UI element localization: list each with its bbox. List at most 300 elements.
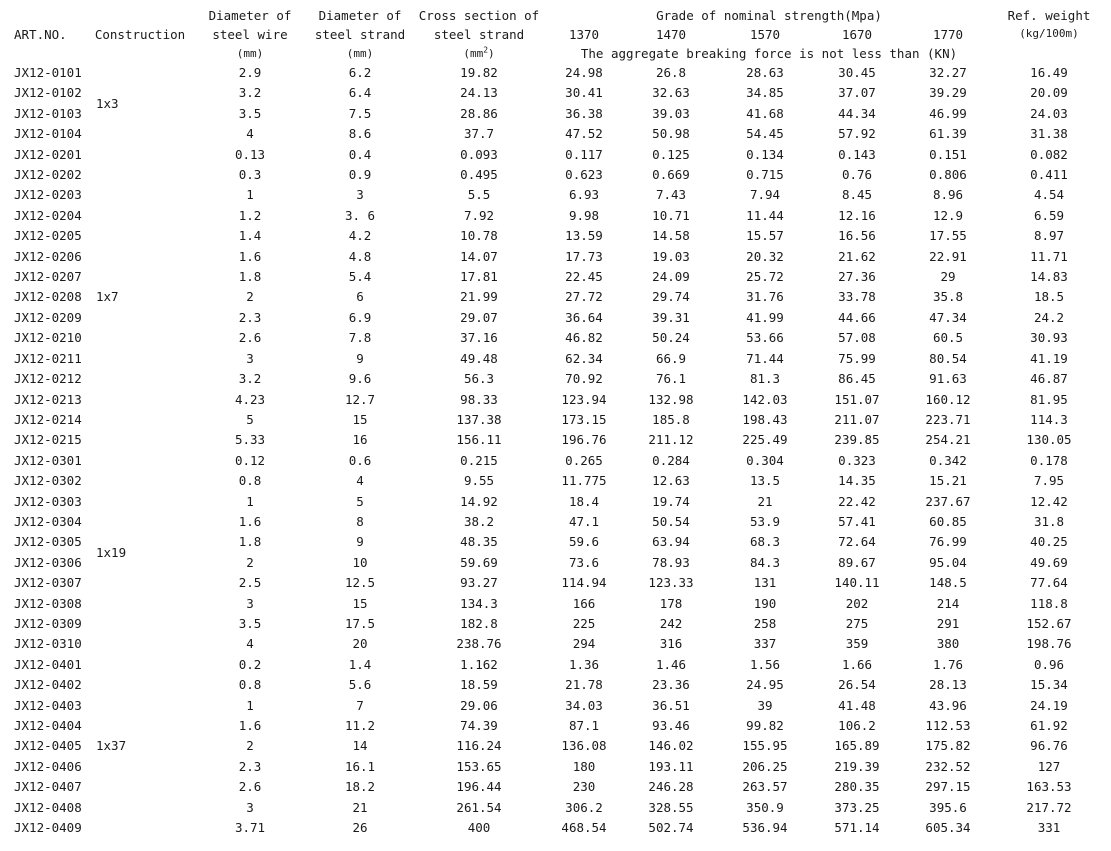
cell-force-1670: 75.99 (838, 350, 876, 366)
cell-strand-diameter: 21 (352, 799, 368, 815)
cell-strand-diameter: 5 (356, 493, 364, 509)
cell-force-1570: 71.44 (746, 350, 784, 366)
cell-force-1570: 53.9 (749, 513, 781, 529)
cell-ref-weight: 40.25 (1030, 534, 1068, 550)
cell-force-1770: 380 (936, 636, 960, 652)
cell-force-1770: 160.12 (925, 391, 971, 407)
cell-force-1370: 46.82 (565, 330, 603, 346)
cell-cross-section: 37.16 (460, 330, 498, 346)
cell-art-no: JX12-0403 (14, 697, 82, 713)
cell-cross-section: 17.81 (460, 269, 498, 285)
cell-ref-weight: 12.42 (1030, 493, 1068, 509)
cell-strand-diameter: 10 (352, 554, 368, 570)
cell-force-1370: 306.2 (565, 799, 603, 815)
cell-ref-weight: 16.49 (1030, 65, 1068, 80)
cell-force-1570: 225.49 (742, 432, 788, 448)
header-art-no: ART.NO. (14, 26, 67, 42)
cell-force-1470: 24.09 (652, 269, 690, 285)
cell-cross-section: 74.39 (460, 718, 498, 733)
cell-force-1370: 0.623 (565, 167, 603, 183)
cell-force-1770: 0.806 (929, 167, 967, 183)
cell-force-1670: 44.34 (838, 105, 876, 121)
cell-wire-diameter: 2.6 (238, 779, 262, 795)
cell-force-1470: 185.8 (652, 411, 690, 427)
cell-art-no: JX12-0202 (14, 167, 82, 183)
header-grade-1770: 1770 (932, 26, 964, 42)
cell-force-1470: 0.125 (652, 146, 690, 162)
header-strand-diameter-unit: (mm) (346, 46, 374, 60)
cell-art-no: JX12-0308 (14, 595, 82, 611)
cell-force-1670: 12.16 (838, 207, 876, 223)
cell-wire-diameter: 2.5 (238, 575, 262, 591)
cell-art-no: JX12-0208 (14, 289, 82, 305)
cell-force-1570: 99.82 (746, 718, 784, 733)
header-construction: Construction (94, 26, 186, 42)
cell-wire-diameter: 1.6 (238, 513, 262, 529)
cell-force-1370: 225 (572, 615, 596, 631)
cell-force-1470: 0.669 (652, 167, 690, 183)
cell-force-1770: 39.29 (929, 85, 967, 101)
cell-art-no: JX12-0215 (14, 432, 82, 448)
cell-force-1570: 198.43 (742, 411, 788, 427)
cell-strand-diameter: 14 (352, 738, 368, 754)
cell-force-1570: 337 (753, 636, 777, 652)
cell-cross-section: 0.093 (460, 146, 498, 162)
cell-force-1370: 17.73 (565, 248, 603, 264)
cell-force-1670: 359 (845, 636, 869, 652)
cell-cross-section: 0.215 (460, 452, 498, 468)
cell-force-1670: 57.92 (838, 126, 876, 142)
header-ref-weight-line2: (kg/100m) (1019, 27, 1079, 40)
cell-art-no: JX12-0207 (14, 269, 82, 285)
cell-force-1370: 62.34 (565, 350, 603, 366)
cell-wire-diameter: 5 (246, 411, 254, 427)
cell-art-no: JX12-0306 (14, 554, 82, 570)
cell-wire-diameter: 4 (246, 636, 254, 652)
cell-force-1470: 76.1 (655, 371, 687, 387)
cell-art-no: JX12-0405 (14, 738, 82, 754)
cell-force-1470: 123.33 (648, 575, 694, 591)
cell-art-no: JX12-0209 (14, 309, 82, 325)
header-grade-1570: 1570 (749, 26, 781, 42)
cell-wire-diameter: 0.8 (238, 473, 262, 489)
cell-ref-weight: 8.97 (1033, 228, 1065, 244)
cell-strand-diameter: 20 (352, 636, 368, 652)
cell-wire-diameter: 2 (246, 554, 254, 570)
cell-strand-diameter: 8 (356, 513, 364, 529)
cell-force-1370: 114.94 (561, 575, 607, 591)
cell-force-1570: 0.715 (746, 167, 784, 183)
cell-wire-diameter: 2.3 (238, 309, 262, 325)
cell-art-no: JX12-0303 (14, 493, 82, 509)
cell-cross-section: 93.27 (460, 575, 498, 591)
cell-strand-diameter: 6.2 (348, 65, 372, 80)
cell-force-1470: 50.24 (652, 330, 690, 346)
cell-ref-weight: 0.082 (1030, 146, 1068, 162)
cell-force-1370: 1.36 (568, 656, 600, 672)
cell-cross-section: 59.69 (460, 554, 498, 570)
cell-strand-diameter: 9 (356, 534, 364, 550)
cell-art-no: JX12-0408 (14, 799, 82, 815)
cell-wire-diameter: 1.6 (238, 718, 262, 733)
cell-force-1770: 15.21 (929, 473, 967, 489)
cell-cross-section: 18.59 (460, 677, 498, 693)
cell-art-no: JX12-0204 (14, 207, 82, 223)
cell-force-1770: 297.15 (925, 779, 971, 795)
cell-art-no: JX12-0402 (14, 677, 82, 693)
cell-wire-diameter: 1 (246, 187, 254, 203)
cell-force-1470: 502.74 (648, 820, 694, 836)
cell-force-1670: 16.56 (838, 228, 876, 244)
cell-force-1770: 47.34 (929, 309, 967, 325)
cell-strand-diameter: 7.5 (348, 105, 372, 121)
cell-force-1670: 37.07 (838, 85, 876, 101)
cell-force-1770: 43.96 (929, 697, 967, 713)
cell-force-1370: 0.265 (565, 452, 603, 468)
cell-force-1370: 136.08 (561, 738, 607, 754)
cell-wire-diameter: 0.3 (238, 167, 262, 183)
cell-ref-weight: 7.95 (1033, 473, 1065, 489)
cell-art-no: JX12-0201 (14, 146, 82, 162)
cell-wire-diameter: 2 (246, 289, 254, 305)
cell-force-1570: 13.5 (749, 473, 781, 489)
cell-ref-weight: 18.5 (1033, 289, 1065, 305)
cell-art-no: JX12-0404 (14, 718, 82, 733)
cell-force-1370: 173.15 (561, 411, 607, 427)
cell-force-1470: 78.93 (652, 554, 690, 570)
cell-force-1570: 155.95 (742, 738, 788, 754)
cell-force-1570: 190 (753, 595, 777, 611)
cell-cross-section: 28.86 (460, 105, 498, 121)
cell-cross-section: 137.38 (456, 411, 502, 427)
cell-ref-weight: 127 (1037, 758, 1061, 774)
cell-wire-diameter: 3.5 (238, 615, 262, 631)
cell-strand-diameter: 15 (352, 411, 368, 427)
cell-force-1370: 11.775 (561, 473, 607, 489)
cell-wire-diameter: 3.5 (238, 105, 262, 121)
cell-cross-section: 156.11 (456, 432, 502, 448)
cell-force-1770: 0.151 (929, 146, 967, 162)
cell-force-1670: 14.35 (838, 473, 876, 489)
cell-strand-diameter: 26 (352, 820, 368, 836)
cell-force-1470: 19.03 (652, 248, 690, 264)
cell-force-1470: 93.46 (652, 718, 690, 733)
cell-force-1670: 57.41 (838, 513, 876, 529)
cell-force-1370: 47.1 (568, 513, 600, 529)
cell-wire-diameter: 0.2 (238, 656, 262, 672)
cell-force-1370: 73.6 (568, 554, 600, 570)
cell-cross-section: 116.24 (456, 738, 502, 754)
cell-wire-diameter: 3 (246, 799, 254, 815)
cell-ref-weight: 163.53 (1026, 779, 1072, 795)
cell-force-1570: 536.94 (742, 820, 788, 836)
cell-ref-weight: 6.59 (1033, 207, 1065, 223)
cell-force-1670: 275 (845, 615, 869, 631)
cell-force-1670: 280.35 (834, 779, 880, 795)
cell-art-no: JX12-0401 (14, 656, 82, 672)
cell-ref-weight: 14.83 (1030, 269, 1068, 285)
cell-force-1470: 12.63 (652, 473, 690, 489)
cell-force-1570: 206.25 (742, 758, 788, 774)
cell-strand-diameter: 6.9 (348, 309, 372, 325)
cell-force-1370: 196.76 (561, 432, 607, 448)
cell-ref-weight: 198.76 (1026, 636, 1072, 652)
table-header (14, 6, 1104, 63)
cell-ref-weight: 31.38 (1030, 126, 1068, 142)
table-row (14, 451, 1104, 471)
cell-cross-section: 21.99 (460, 289, 498, 305)
cell-wire-diameter: 1.8 (238, 534, 262, 550)
cell-force-1370: 0.117 (565, 146, 603, 162)
cell-force-1570: 24.95 (746, 677, 784, 693)
cell-force-1770: 223.71 (925, 411, 971, 427)
cell-force-1570: 31.76 (746, 289, 784, 305)
cell-construction: 1x7 (96, 289, 119, 305)
cell-force-1670: 30.45 (838, 65, 876, 80)
cell-force-1470: 1.46 (655, 656, 687, 672)
cell-strand-diameter: 4.8 (348, 248, 372, 264)
cell-force-1470: 178 (659, 595, 683, 611)
cell-cross-section: 196.44 (456, 779, 502, 795)
cell-force-1370: 21.78 (565, 677, 603, 693)
cell-force-1770: 112.53 (925, 718, 971, 733)
cell-wire-diameter: 3.2 (238, 85, 262, 101)
cell-strand-diameter: 0.9 (348, 167, 372, 183)
cell-force-1570: 263.57 (742, 779, 788, 795)
cell-ref-weight: 24.03 (1030, 105, 1068, 121)
cell-force-1570: 142.03 (742, 391, 788, 407)
header-wire-diameter-unit: (mm) (236, 46, 264, 60)
cell-ref-weight: 49.69 (1030, 554, 1068, 570)
cell-strand-diameter: 3. 6 (344, 207, 376, 223)
cell-force-1570: 11.44 (746, 207, 784, 223)
cell-force-1770: 605.34 (925, 820, 971, 836)
cell-force-1370: 13.59 (565, 228, 603, 244)
cell-cross-section: 153.65 (456, 758, 502, 774)
cell-force-1570: 41.68 (746, 105, 784, 121)
cell-strand-diameter: 9.6 (348, 371, 372, 387)
cell-force-1770: 60.5 (932, 330, 964, 346)
cell-wire-diameter: 2.9 (238, 65, 262, 80)
cell-force-1370: 9.98 (568, 207, 600, 223)
cell-force-1370: 123.94 (561, 391, 607, 407)
cell-construction: 1x19 (96, 544, 127, 560)
cell-force-1470: 63.94 (652, 534, 690, 550)
cell-force-1570: 28.63 (746, 65, 784, 80)
cell-art-no: JX12-0302 (14, 473, 82, 489)
cell-strand-diameter: 16 (352, 432, 368, 448)
cell-force-1370: 166 (572, 595, 596, 611)
cell-force-1770: 12.9 (932, 207, 964, 223)
cell-cross-section: 37.7 (463, 126, 495, 142)
cell-ref-weight: 0.411 (1030, 167, 1068, 183)
cell-cross-section: 29.07 (460, 309, 498, 325)
cell-cross-section: 48.35 (460, 534, 498, 550)
cell-cross-section: 134.3 (460, 595, 498, 611)
cell-cross-section: 1.162 (460, 656, 498, 672)
cell-force-1670: 21.62 (838, 248, 876, 264)
cell-wire-diameter: 3 (246, 350, 254, 366)
cell-force-1770: 80.54 (929, 350, 967, 366)
cell-force-1570: 15.57 (746, 228, 784, 244)
header-grade-1370: 1370 (568, 26, 600, 42)
cell-force-1470: 32.63 (652, 85, 690, 101)
cell-force-1770: 8.96 (932, 187, 964, 203)
cell-force-1570: 258 (753, 615, 777, 631)
cell-force-1670: 22.42 (838, 493, 876, 509)
cell-art-no: JX12-0103 (14, 105, 82, 121)
cell-force-1770: 395.6 (929, 799, 967, 815)
cell-ref-weight: 77.64 (1030, 575, 1068, 591)
cell-force-1670: 106.2 (838, 718, 876, 733)
cell-strand-diameter: 5.6 (348, 677, 372, 693)
cell-force-1670: 72.64 (838, 534, 876, 550)
cell-force-1470: 0.284 (652, 452, 690, 468)
cell-force-1570: 84.3 (749, 554, 781, 570)
table-body (14, 63, 1104, 838)
cell-ref-weight: 130.05 (1026, 432, 1072, 448)
cell-ref-weight: 24.2 (1033, 309, 1065, 325)
cell-force-1570: 1.56 (749, 656, 781, 672)
cell-force-1370: 22.45 (565, 269, 603, 285)
cell-ref-weight: 118.8 (1030, 595, 1068, 611)
cell-force-1670: 26.54 (838, 677, 876, 693)
cell-art-no: JX12-0212 (14, 371, 82, 387)
header-strand-diameter-line2: steel strand (314, 26, 406, 42)
cell-strand-diameter: 11.2 (344, 718, 376, 733)
header-cross-section-unit: $(mm^2)$ (463, 44, 495, 60)
cell-force-1370: 24.98 (565, 65, 603, 80)
cell-force-1770: 60.85 (929, 513, 967, 529)
cell-cross-section: 261.54 (456, 799, 502, 815)
cell-force-1470: 23.36 (652, 677, 690, 693)
cell-wire-diameter: 3.2 (238, 371, 262, 387)
cell-strand-diameter: 12.7 (344, 391, 376, 407)
cell-art-no: JX12-0101 (14, 65, 82, 80)
cell-force-1570: 7.94 (749, 187, 781, 203)
cell-force-1670: 89.67 (838, 554, 876, 570)
steel-strand-spec-table (14, 6, 1104, 838)
cell-force-1670: 219.39 (834, 758, 880, 774)
header-grade-title: Grade of nominal strength(Mpa) (656, 7, 882, 23)
cell-wire-diameter: 4.23 (234, 391, 266, 407)
cell-force-1570: 54.45 (746, 126, 784, 142)
cell-force-1670: 57.08 (838, 330, 876, 346)
cell-force-1470: 50.98 (652, 126, 690, 142)
cell-art-no: JX12-0206 (14, 248, 82, 264)
cell-construction: 1x3 (96, 95, 119, 111)
cell-force-1470: 19.74 (652, 493, 690, 509)
cell-strand-diameter: 1.4 (348, 656, 372, 672)
cell-force-1770: 232.52 (925, 758, 971, 774)
cell-wire-diameter: 1 (246, 493, 254, 509)
cell-cross-section: 24.13 (460, 85, 498, 101)
cell-force-1570: 25.72 (746, 269, 784, 285)
cell-wire-diameter: 1.4 (238, 228, 262, 244)
table-row (14, 63, 1104, 83)
table-row (14, 655, 1104, 675)
cell-ref-weight: 46.87 (1030, 371, 1068, 387)
cell-force-1770: 91.63 (929, 371, 967, 387)
cell-force-1770: 76.99 (929, 534, 967, 550)
header-grade-1670: 1670 (841, 26, 873, 42)
cell-force-1470: 328.55 (648, 799, 694, 815)
cell-wire-diameter: 2.6 (238, 330, 262, 346)
cell-cross-section: 49.48 (460, 350, 498, 366)
cell-force-1370: 230 (572, 779, 596, 795)
cell-force-1370: 27.72 (565, 289, 603, 305)
cell-ref-weight: 152.67 (1026, 615, 1072, 631)
cell-ref-weight: 114.3 (1030, 411, 1068, 427)
cell-strand-diameter: 5.4 (348, 269, 372, 285)
cell-force-1570: 0.134 (746, 146, 784, 162)
cell-ref-weight: 0.96 (1033, 656, 1065, 672)
header-ref-weight (994, 6, 1104, 44)
cell-strand-diameter: 6.4 (348, 85, 372, 101)
cell-force-1370: 180 (572, 758, 596, 774)
cell-force-1370: 468.54 (561, 820, 607, 836)
header-wire-diameter-line2: steel wire (212, 26, 288, 42)
cell-ref-weight: 96.76 (1030, 738, 1068, 754)
cell-force-1570: 53.66 (746, 330, 784, 346)
cell-strand-diameter: 9 (356, 350, 364, 366)
cell-cross-section: 19.82 (460, 65, 498, 80)
cell-cross-section: 14.92 (460, 493, 498, 509)
cell-force-1670: 373.25 (834, 799, 880, 815)
cell-force-1570: 68.3 (749, 534, 781, 550)
cell-force-1770: 291 (936, 615, 960, 631)
cell-force-1470: 36.51 (652, 697, 690, 713)
cell-force-1470: 246.28 (648, 779, 694, 795)
cell-force-1770: 32.27 (929, 65, 967, 80)
cell-cross-section: 238.76 (456, 636, 502, 652)
cell-ref-weight: 217.72 (1026, 799, 1072, 815)
cell-construction: 1x37 (96, 738, 127, 754)
cell-art-no: JX12-0309 (14, 615, 82, 631)
header-breaking-force: The aggregate breaking force is not less than (KN) (580, 45, 958, 61)
cell-art-no: JX12-0307 (14, 575, 82, 591)
cell-force-1670: 0.323 (838, 452, 876, 468)
header-wire-diameter-line1: Diameter of (208, 7, 292, 23)
cell-force-1670: 27.36 (838, 269, 876, 285)
cell-ref-weight: 30.93 (1030, 330, 1068, 346)
cell-force-1470: 211.12 (648, 432, 694, 448)
cell-force-1570: 21 (757, 493, 773, 509)
cell-force-1570: 20.32 (746, 248, 784, 264)
cell-force-1370: 6.93 (568, 187, 600, 203)
cell-strand-diameter: 15 (352, 595, 368, 611)
cell-force-1370: 47.52 (565, 126, 603, 142)
cell-art-no: JX12-0301 (14, 452, 82, 468)
cell-force-1370: 30.41 (565, 85, 603, 101)
cell-ref-weight: 20.09 (1030, 85, 1068, 101)
cell-force-1770: 1.76 (932, 656, 964, 672)
cell-force-1570: 81.3 (749, 371, 781, 387)
cell-wire-diameter: 4 (246, 126, 254, 142)
cell-force-1570: 350.9 (746, 799, 784, 815)
cell-force-1570: 131 (753, 575, 777, 591)
cell-force-1770: 61.39 (929, 126, 967, 142)
cell-ref-weight: 0.178 (1030, 452, 1068, 468)
cell-ref-weight: 4.54 (1033, 187, 1065, 203)
cell-strand-diameter: 3 (356, 187, 364, 203)
cell-force-1470: 316 (659, 636, 683, 652)
cell-strand-diameter: 7 (356, 697, 364, 713)
cell-force-1670: 202 (845, 595, 869, 611)
cell-art-no: JX12-0213 (14, 391, 82, 407)
cell-force-1670: 140.11 (834, 575, 880, 591)
cell-cross-section: 182.8 (460, 615, 498, 631)
